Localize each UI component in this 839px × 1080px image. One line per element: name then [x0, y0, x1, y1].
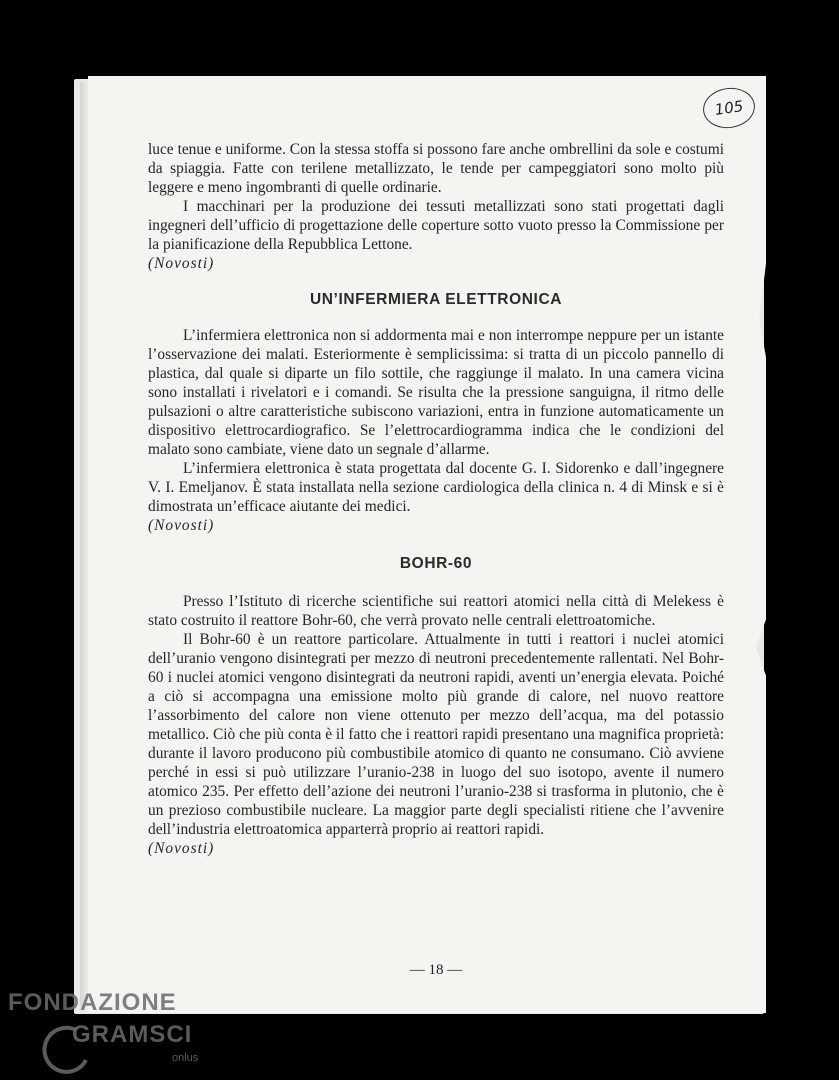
article-2-title: BOHR-60: [399, 555, 473, 572]
article-2-paragraph-1: Presso l’Istituto di ricerche scientifiche sui reattori atomici nella città di Melekess è stato costruito il reattore Bohr-60, che verrà provato nelle centrali elettroatomiche.: [148, 593, 724, 629]
article-1-title: UN’INFERMIERA ELETTRONICA: [309, 291, 563, 308]
watermark-line-3: onlus: [172, 1052, 199, 1064]
article-2-paragraph-2: Il Bohr-60 è un reattore particolare. Attualmente in tutti i reattori i nuclei atomici dell’uranio vengono disintegrati per mezzo di neutroni precedentemente rallentati. Nel Bohr-60 i nuclei atomici vengono disintegrati da neutroni rapidi, aventi un’energia elevata. Poiché a ciò si accompagna una emissione molto più grande di calore, nel nuovo reattore l’assorbimento del calore non viene ottenuto per mezzo dell’acqua, ma del potassio metallico. Ciò che più conta è il fatto che i reattori rapidi presentano una magnifica proprietà: durante il lavoro producono più combustibile atomico di quanto ne consumano. Ciò avviene perché in essi si può utilizzare l’uranio-238 in luogo del suo isotopo, avente il numero atomico 235. Per effetto dell’azione dei neutroni l’uranio-238 si trasforma in plutonio, che è un prezioso combustibile nucleare. La maggior parte degli specialisti ritiene che l’avvenire dell’industria elettroatomica apparterrà proprio ai reattori rapidi.: [148, 631, 724, 838]
fondazione-gramsci-logo-watermark: [6, 990, 236, 1080]
article-1-paragraph-2: L’infermiera elettronica è stata progettata dal docente G. I. Sidorenko e dall’ingegnere V. I. Emeljanov. È stata installata nella sezione cardiologica della clinica n. 4 di Minsk e si è dimostrata un’efficace aiutante dei medici.: [148, 460, 724, 515]
handwritten-page-number: 105: [700, 85, 757, 132]
page-content: [148, 140, 724, 858]
intro-paragraph-1: luce tenue e uniforme. Con la stessa stoffa si possono fare anche ombrellini da sole e costumi da spiaggia. Fatte con terilene metallizzato, le tende per campeggiatori sono molto più leggere e meno ingombranti di quelle ordinarie.: [148, 141, 724, 196]
article-2-source: (Novosti): [148, 840, 215, 857]
watermark-line-2: GRAMSCI: [72, 1021, 193, 1048]
intro-source: (Novosti): [148, 255, 215, 272]
intro-paragraph-2: I macchinari per la produzione dei tessuti metallizzati sono stati progettati dagli ingegneri dell’ufficio di progettazione delle coperture sotto vuoto presso la Commissione per la pianificazione della Repubblica Lettone.: [148, 198, 724, 253]
watermark-line-1: FONDAZIONE: [8, 990, 177, 1016]
page-folio: — 18 —: [409, 962, 463, 978]
paper-stack-edge: [80, 82, 88, 1007]
article-1-paragraph-1: L’infermiera elettronica non si addormenta mai e non interrompe neppure per un istante l’osservazione dei malati. Esteriormente è semplicissima: si tratta di un piccolo pannello di plastica, dal quale si diparte un filo sottile, che raggiunge il malato. In una camera vicina sono installati i rivelatori e i comandi. Se risulta che la pressione sanguigna, il ritmo delle pulsazioni o altre caratteristiche subiscono variazioni, entra in funzione automaticamente un dispositivo elettrocardiografico. Se l’elettrocardiogramma indica che le condizioni del malato sono cambiate, viene dato un segnale d’allarme.: [148, 327, 724, 458]
article-1-source: (Novosti): [148, 517, 215, 534]
